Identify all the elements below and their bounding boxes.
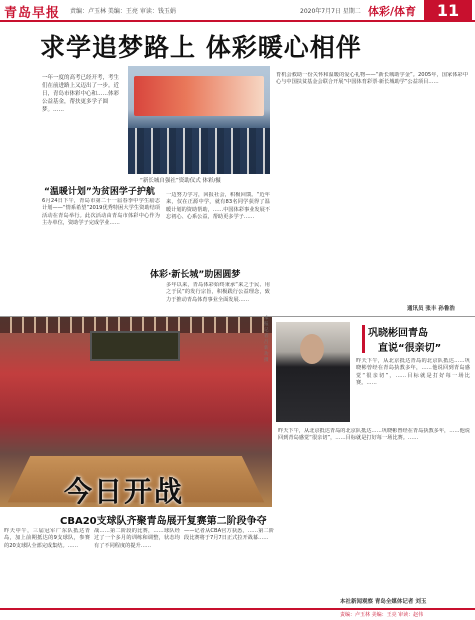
story1-authors: 通讯员 张丰 孙鲁浩	[407, 306, 455, 312]
section-name: 体彩/体育	[368, 5, 417, 18]
story3-column-top: 昨天下午，从北京抵达青岛的北京队抵达……巩晓彬曾经在青岛执教多年，……他说回到青岛感觉“很亲切”，……目标就是打好每一场比赛。……	[356, 358, 470, 387]
story1-quote: 一年一度的高考已经开考，考生们在前进路上又迈出了一步。近日，青岛市体彩中心和……体彩公益基金，帮扶更多学子圆梦。……	[42, 75, 120, 113]
header-editors: 责编：卢玉林 美编：王亮 审读：钱玉娟	[70, 8, 176, 15]
story1-headline: 求学追梦路上 体彩暖心相伴	[40, 33, 362, 62]
story2-subhead: CBA20支球队齐聚青岛展开复赛第二阶段争夺	[60, 516, 267, 527]
headline-accent	[362, 325, 365, 353]
story1-column-1: 6月24日下午，青岛市第二十一届春季中学生励志计划——“情系希望”2019优秀特困大学生资助结项活动在青岛举行。此次活动由青岛市体彩中心作为主办单位，资助学子完成学业……	[42, 198, 160, 227]
story3-footer-note: 本社新闻观察 青岛全媒体记者 刘玉	[340, 599, 427, 605]
photo-banner	[134, 76, 264, 116]
story1-column-2: 一边努力学习，回报社会，积极回馈。“近年来，仅在正源中学，就有83名同学获得了温暖计划的资助帮助，……中国体彩事业发展不忘初心、心系公益，帮助更多学子……	[166, 192, 270, 221]
story1-photo-caption: “新长城自强社”资助仪式 体彩/摄	[140, 178, 221, 184]
story2-headline: 今日开战	[64, 475, 185, 508]
story3-photo-caption: 本报记者吕新功摄	[264, 316, 269, 363]
story1-column-2b: 多年以来，青岛体彩始终秉承“来之于民、用之于民”的发行宗旨，积极践行公益理念，致力于推动青岛体育事业全面发展……	[166, 282, 270, 303]
footer-editors: 责编：卢玉林 美编：王亮 审读：赵伟	[340, 612, 424, 618]
header-date: 2020年7月7日 星期二	[300, 8, 361, 15]
story1-subhead-2: 体彩·新长城”助困圆梦	[150, 270, 241, 280]
arena-screen	[90, 331, 180, 361]
story2-column-1: 昨天中午，三届冠军广东队抵达青岛，加上前期抵达的9支球队，参赛的20支球队全部完成集结。……	[4, 528, 90, 549]
paper-name: 青岛早报	[4, 6, 61, 21]
story3-headline-1: 巩晓彬回青岛	[368, 328, 428, 339]
portrait-face	[300, 334, 324, 364]
story2-column-2: 战……第二阶段的比赛，……球队经过了一个多月的训练和调整，状态均有了不同程度的提升……	[94, 528, 180, 549]
story3-column-body: 昨天下午，从北京抵达青岛的北京队抵达……巩晓彬曾经在青岛执教多年，……他说回到青岛感觉“很亲切”，……目标就是打好每一场比赛。……	[278, 428, 470, 442]
page-number: 11	[424, 0, 472, 22]
story2-column-3: ——记者从CBA官方获悉，……第二阶段比赛将于7月7日正式拉开战幕……	[184, 528, 274, 542]
photo-people	[128, 128, 270, 174]
story1-subhead: “温暖计划”为贫困学子护航	[44, 187, 155, 197]
story1-column-3: 育机会救助一份关怀和温暖的爱心礼物——“新长城助学金”。2005年，国家体彩中心与中国扶贫基金会联合开展“中国体育彩票·新长城助学”公益项目……	[276, 72, 468, 86]
story3-photo-portrait	[276, 322, 350, 422]
story1-photo	[128, 66, 270, 174]
story3-headline-2: 直说“很亲切”	[378, 343, 442, 354]
page-header	[0, 0, 475, 22]
bottom-rule	[0, 608, 475, 610]
